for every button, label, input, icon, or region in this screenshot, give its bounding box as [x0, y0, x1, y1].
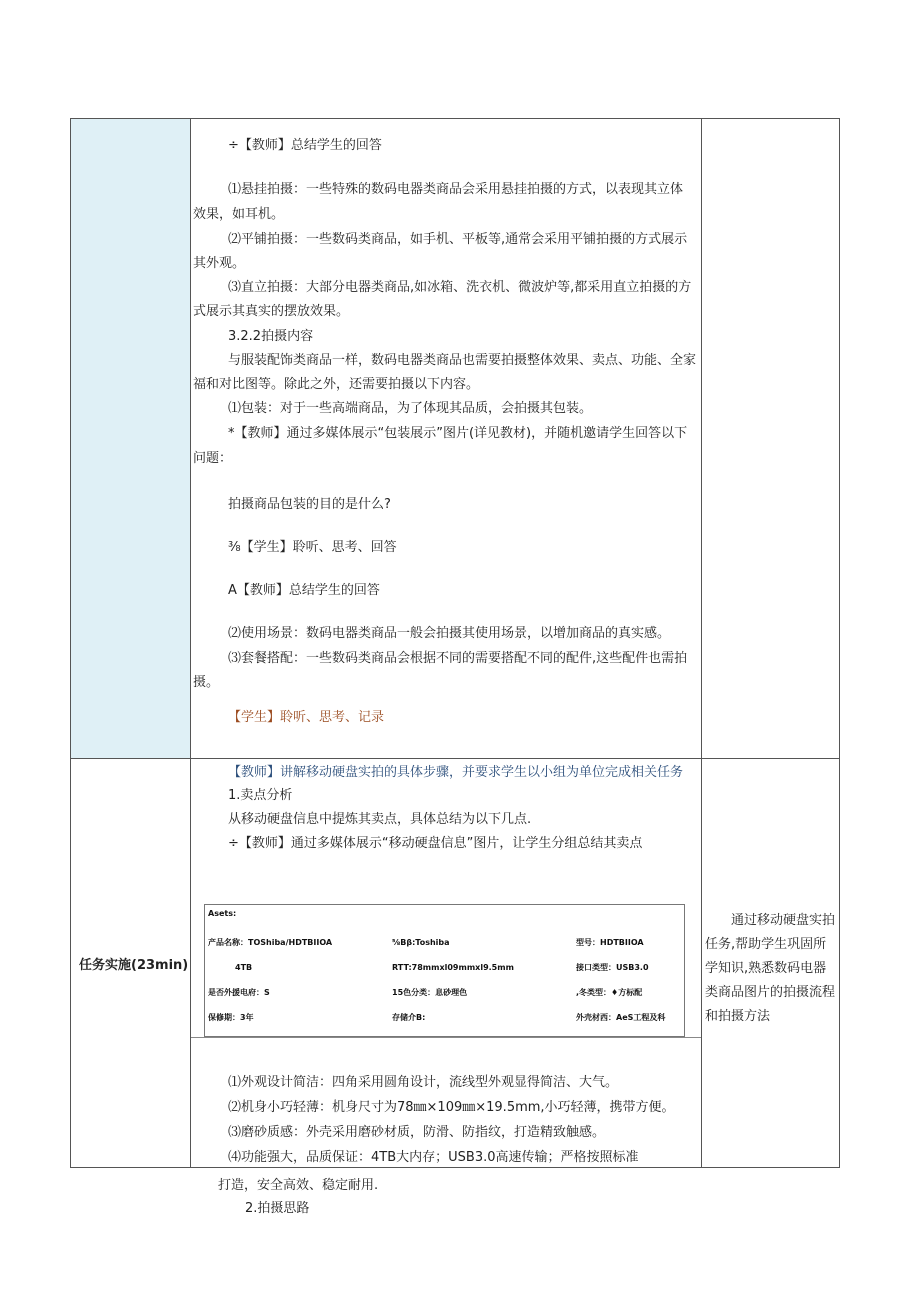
row1-line: ⑶直立拍摄：大部分电器类商品,如冰箱、洗衣机、微波炉等,都采用直立拍摄的方 [228, 280, 692, 295]
info-cell: 是否外援电府：S [208, 988, 270, 997]
info-cell: 4TB [235, 963, 253, 972]
row1-line: 式展示其真实的摆放效果。 [193, 304, 350, 319]
row1-line: ⑴包装：对于一些高端商品，为了体现其品质，会拍摄其包装。 [228, 401, 593, 416]
row2-intro-line: 【教师】讲解移动硬盘实拍的具体步骤，并要求学生以小组为单位完成相关任务 [228, 765, 684, 780]
row1-line: 福和对比图等。除此之外，还需要拍摄以下内容。 [193, 377, 480, 392]
table-border-left [70, 118, 71, 1168]
row1-line: 与服装配饰类商品一样，数码电器类商品也需要拍摄整体效果、卖点、功能、全家 [228, 353, 697, 368]
table-col-divider-2 [701, 118, 702, 1168]
row1-line: ⑵平铺拍摄：一些数码类商品，如手机、平板等,通常会采用平铺拍摄的方式展示 [228, 232, 688, 247]
info-cell: ⅝Bβ:Toshiba [392, 938, 450, 947]
row2-intro-line: 从移动硬盘信息中提炼其卖点，具体总结为以下几点. [228, 812, 532, 827]
info-cell: 型号：HDTBIIOA [576, 938, 644, 947]
row1-line: 3.2.2拍摄内容 [228, 329, 314, 344]
info-box-title: Asets: [208, 909, 237, 918]
info-cell: 产品名称：TOShiba/HDTBIIOA [208, 938, 333, 947]
row1-line: A【教师】总结学生的回答 [228, 583, 380, 598]
info-cell: 15色分类：息砂理色 [392, 988, 468, 997]
info-cell: ,冬类型：♦方标配 [576, 988, 643, 997]
row1-line: 拍摄商品包装的目的是什么? [228, 497, 391, 512]
table-border-right [839, 118, 840, 1168]
row2-intro-line: 1.卖点分析 [228, 788, 293, 803]
row2-intro-line: ÷【教师】通过多媒体展示“移动硬盘信息”图片，让学生分组总结其卖点 [228, 836, 643, 851]
row1-student-note: 【学生】聆听、思考、记录 [228, 710, 385, 725]
row1-line: 问题： [193, 451, 233, 466]
row2-aim-text: 通过移动硬盘实拍任务,帮助学生巩固所学知识,熟悉数码电器类商品图片的拍摄流程和拍摄方法 [705, 913, 836, 1024]
row1-line: ⑶套餐搭配：一些数码类商品会根据不同的需要搭配不同的配件,这些配件也需拍 [228, 651, 688, 666]
table-col-divider-1 [190, 118, 191, 1168]
info-cell: 外壳材西：AeS工程及科 [576, 1013, 666, 1022]
continued-line: 打造，安全高效、稳定耐用. [218, 1178, 379, 1193]
row1-line: 摄。 [193, 675, 220, 690]
info-cell: 保修期：3年 [208, 1013, 254, 1022]
row2-point: ⑷功能强大，品质保证：4TB大内存；USB3.0高速传输；严格按照标准 [228, 1150, 639, 1165]
row1-line: 其外观。 [193, 256, 246, 271]
product-info-box [204, 904, 685, 1037]
table-border-top [70, 118, 840, 119]
row1-line: ⅜【学生】聆听、思考、回答 [228, 540, 397, 555]
info-box-underline [191, 1037, 701, 1038]
info-cell: RTT:78mmxl09mmxl9.5mm [392, 963, 514, 972]
info-cell: 存储介B: [392, 1013, 426, 1022]
row1-line: 效果，如耳机。 [193, 207, 285, 222]
row1-line: ⑵使用场景：数码电器类商品一般会拍摄其使用场景，以增加商品的真实感。 [228, 626, 671, 641]
row1-line: *【教师】通过多媒体展示“包装展示”图片(详见教材)，并随机邀请学生回答以下 [228, 426, 688, 441]
row2-label: 任务实施(23min) [79, 958, 189, 973]
section-heading: 2.拍摄思路 [245, 1201, 310, 1216]
row2-point: ⑴外观设计简洁：四角采用圆角设计，流线型外观显得简洁、大气。 [228, 1075, 619, 1090]
row1-line: ⑴悬挂拍摄：一些特殊的数码电器类商品会采用悬挂拍摄的方式，以表现其立体 [228, 182, 684, 197]
table-row-divider [70, 758, 840, 759]
table-border-bottom [70, 1167, 840, 1168]
info-cell: 接口类型：USB3.0 [576, 963, 649, 972]
row1-line: ÷【教师】总结学生的回答 [228, 138, 382, 153]
row1-label-cell [71, 119, 190, 758]
row2-point: ⑵机身小巧轻薄：机身尺寸为78㎜×109㎜×19.5mm,小巧轻薄，携带方便。 [228, 1100, 675, 1115]
row2-point: ⑶磨砂质感：外壳采用磨砂材质，防滑、防指纹，打造精致触感。 [228, 1125, 606, 1140]
